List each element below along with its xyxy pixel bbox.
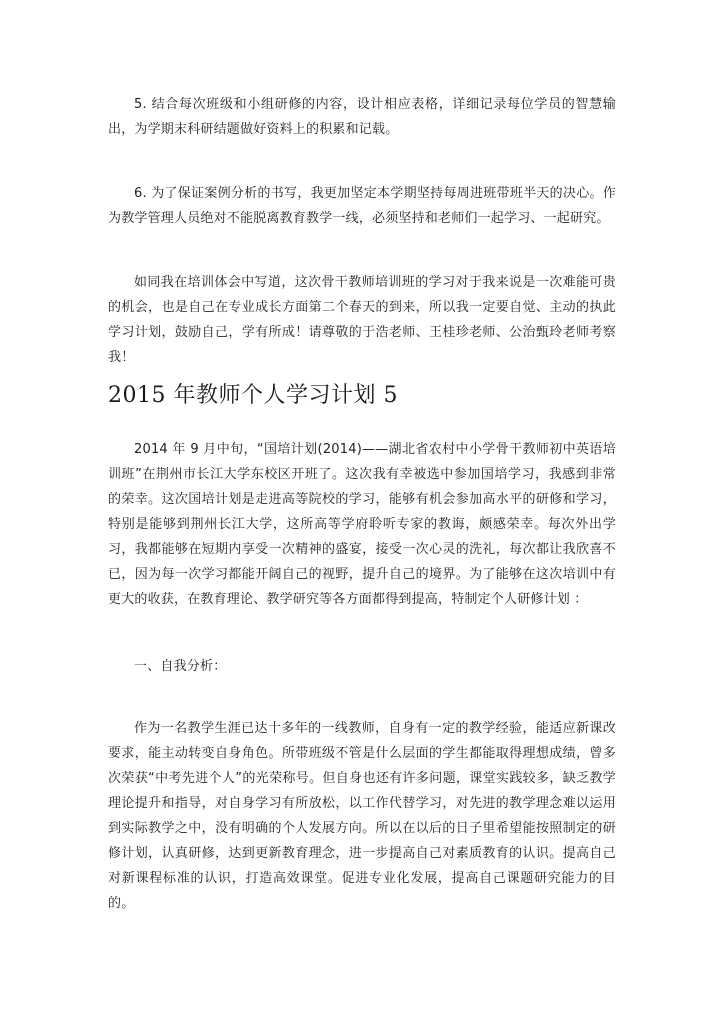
paragraph-self-analysis: 作为一名教学生涯已达十多年的一线教师，自身有一定的教学经验，能适应新课改要求，能主动转变自身角色。所带班级不管是什么层面的学生都能取得理想成绩，曾多次荣获“中考先进个人”的光荣称号。但自身也还有许多问题，课堂实践较多，缺乏教学理论提升和指导，对自身学习有所放松，以工作代替学习，对先进的教学理念难以运用到实际教学之中，没有明确的个人发展方向。所以在以后的日子里希望能按照制定的研修计划，认真研修，达到更新教育理念，进一步提高自己对素质教育的认识。提高自己对新课程标准的认识，打造高效课堂。促进专业化发展，提高自己课题研究能力的目的。	[108, 721, 616, 911]
paragraph-closing: 如同我在培训体会中写道，这次骨干教师培训班的学习对于我来说是一次难能可贵的机会，也是自己在专业成长方面第二个春天的到来，所以我一定要自觉、主动的执此学习计划，鼓励自己，学有所成！请尊敬的于浩老师、王桂珍老师、公治甄玲老师考察我！	[108, 275, 616, 365]
subheading-self-analysis: 一、自我分析：	[134, 659, 227, 674]
paragraph-intro: 2014 年 9 月中旬，“国培计划(2014)——湖北省农村中小学骨干教师初中英语培训班”在荆州市长江大学东校区开班了。这次我有幸被选中参加国培学习，我感到非常的荣幸。这次国培计划是走进高等院校的学习，能够有机会参加高水平的研修和学习，特别是能够到荆州长江大学，这所高等学府聆听专家的教诲，颇感荣幸。每次外出学习，我都能够在短期内享受一次精神的盛宴，接受一次心灵的洗礼，每次都让我欣喜不已，因为每一次学习都能开阔自己的视野，提升自己的境界。为了能够在这次培训中有更大的收获，在教育理论、教学研究等各方面都得到提高，特制定个人研修计划 ：	[108, 442, 616, 607]
section-title: 2015 年教师个人学习计划 5	[108, 383, 398, 408]
paragraph-item-5: 5. 结合每次班级和小组研修的内容，设计相应表格，详细记录每位学员的智慧输出，为学期末科研结题做好资料上的积累和记载。	[108, 97, 616, 137]
paragraph-item-6: 6. 为了保证案例分析的书写，我更加坚定本学期坚持每周进班带班半天的决心。作为教学管理人员绝对不能脱离教育教学一线，必须坚持和老师们一起学习、一起研究。	[108, 186, 616, 226]
